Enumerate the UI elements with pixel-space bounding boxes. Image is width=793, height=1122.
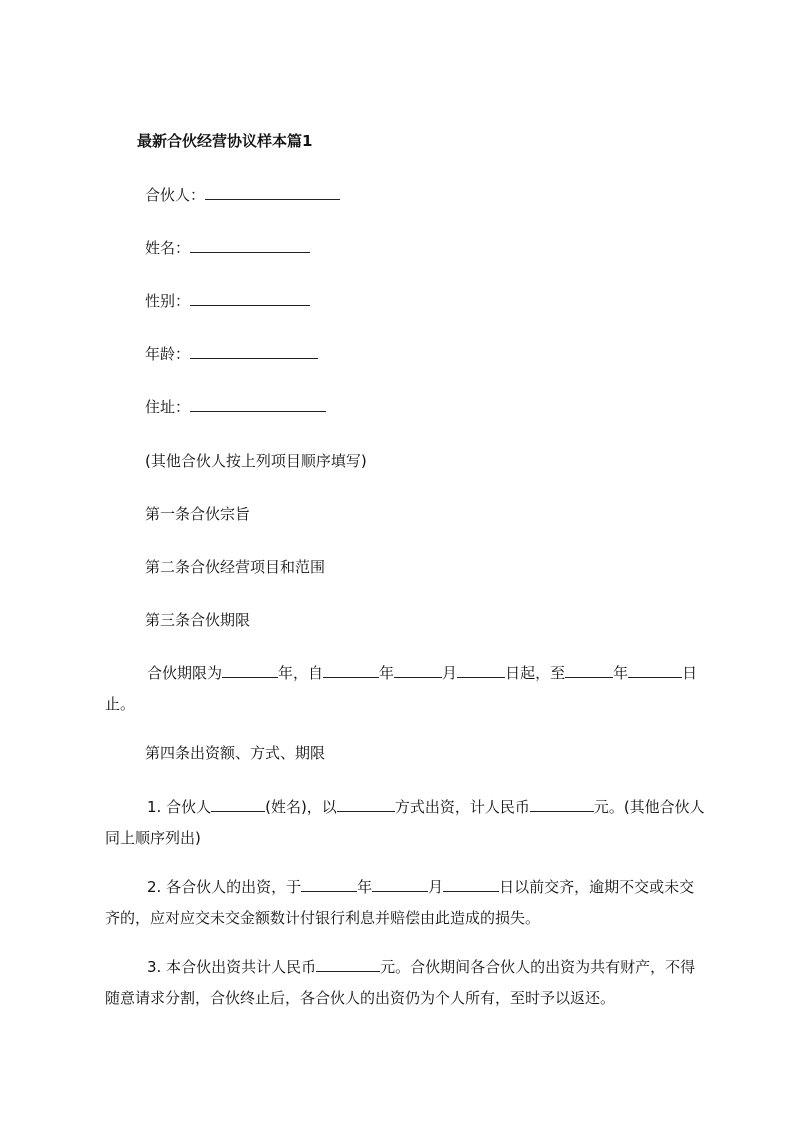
article-3-heading: 第三条合伙期限 — [145, 611, 251, 629]
field-gender — [145, 290, 310, 312]
item-text: 3. 本合伙出资共计人民币 — [147, 958, 317, 976]
item-text: 月 — [428, 878, 444, 896]
item-1-paragraph — [105, 792, 705, 854]
field-partner — [145, 184, 340, 206]
item-text: 方式出资，计人民币 — [394, 798, 530, 816]
fill-in-blank[interactable] — [565, 662, 613, 678]
fill-in-blank[interactable] — [316, 956, 380, 972]
term-text: 年 — [379, 664, 395, 682]
term-text: 日起，至 — [505, 664, 566, 682]
item-3-paragraph — [105, 952, 705, 1014]
fill-in-blank[interactable] — [530, 796, 594, 812]
article-2-heading: 第二条合伙经营项目和范围 — [145, 558, 326, 576]
field-age — [145, 343, 318, 365]
item-text: 年 — [357, 878, 373, 896]
fill-in-blank[interactable] — [337, 796, 395, 812]
item-text: (姓名)，以 — [265, 798, 337, 816]
document-title: 最新合伙经营协议样本篇1 — [137, 132, 313, 150]
fill-in-blank[interactable] — [190, 396, 326, 412]
fill-in-blank[interactable] — [628, 662, 682, 678]
fill-in-blank[interactable] — [211, 796, 265, 812]
fill-in-blank[interactable] — [457, 662, 505, 678]
field-label: 性别： — [145, 292, 191, 310]
item-text: 元。合伙期间各合伙人的出资为共有财产，不得随意请求分割，合伙终止后，各合伙人的出资仍为个人所有，至时予以返还。 — [105, 958, 696, 1007]
term-text: 年 — [613, 664, 629, 682]
field-label: 合伙人： — [145, 186, 206, 204]
fill-in-blank[interactable] — [190, 237, 310, 253]
item-text: 元。(其他合伙人同上顺序列出) — [105, 798, 705, 847]
fill-in-blank[interactable] — [190, 343, 318, 359]
item-text: 日以前交齐，逾期不交或未交齐的，应对应交未交金额数计付银行利息并赔偿由此造成的损失。 — [105, 878, 695, 927]
term-text: 月 — [442, 664, 458, 682]
fill-in-blank[interactable] — [323, 662, 379, 678]
field-label: 姓名： — [145, 239, 191, 257]
fill-in-blank[interactable] — [222, 662, 278, 678]
field-label: 住址： — [145, 398, 191, 416]
fields-note: (其他合伙人按上列项目顺序填写) — [145, 452, 367, 470]
item-2-paragraph — [105, 872, 705, 934]
field-label: 年龄： — [145, 345, 191, 363]
term-text: 合伙期限为 — [147, 664, 223, 682]
fill-in-blank[interactable] — [190, 290, 310, 306]
field-address — [145, 396, 326, 418]
item-text: 1. 合伙人 — [147, 798, 212, 816]
fill-in-blank[interactable] — [205, 184, 340, 200]
article-4-heading: 第四条出资额、方式、期限 — [145, 744, 326, 762]
term-text: 日止。 — [105, 664, 698, 713]
fill-in-blank[interactable] — [394, 662, 442, 678]
fill-in-blank[interactable] — [372, 876, 428, 892]
item-text: 2. 各合伙人的出资，于 — [147, 878, 302, 896]
field-name — [145, 237, 310, 259]
fill-in-blank[interactable] — [301, 876, 357, 892]
term-text: 年，自 — [278, 664, 324, 682]
article-1-heading: 第一条合伙宗旨 — [145, 505, 251, 523]
fill-in-blank[interactable] — [443, 876, 499, 892]
term-paragraph — [105, 658, 705, 720]
